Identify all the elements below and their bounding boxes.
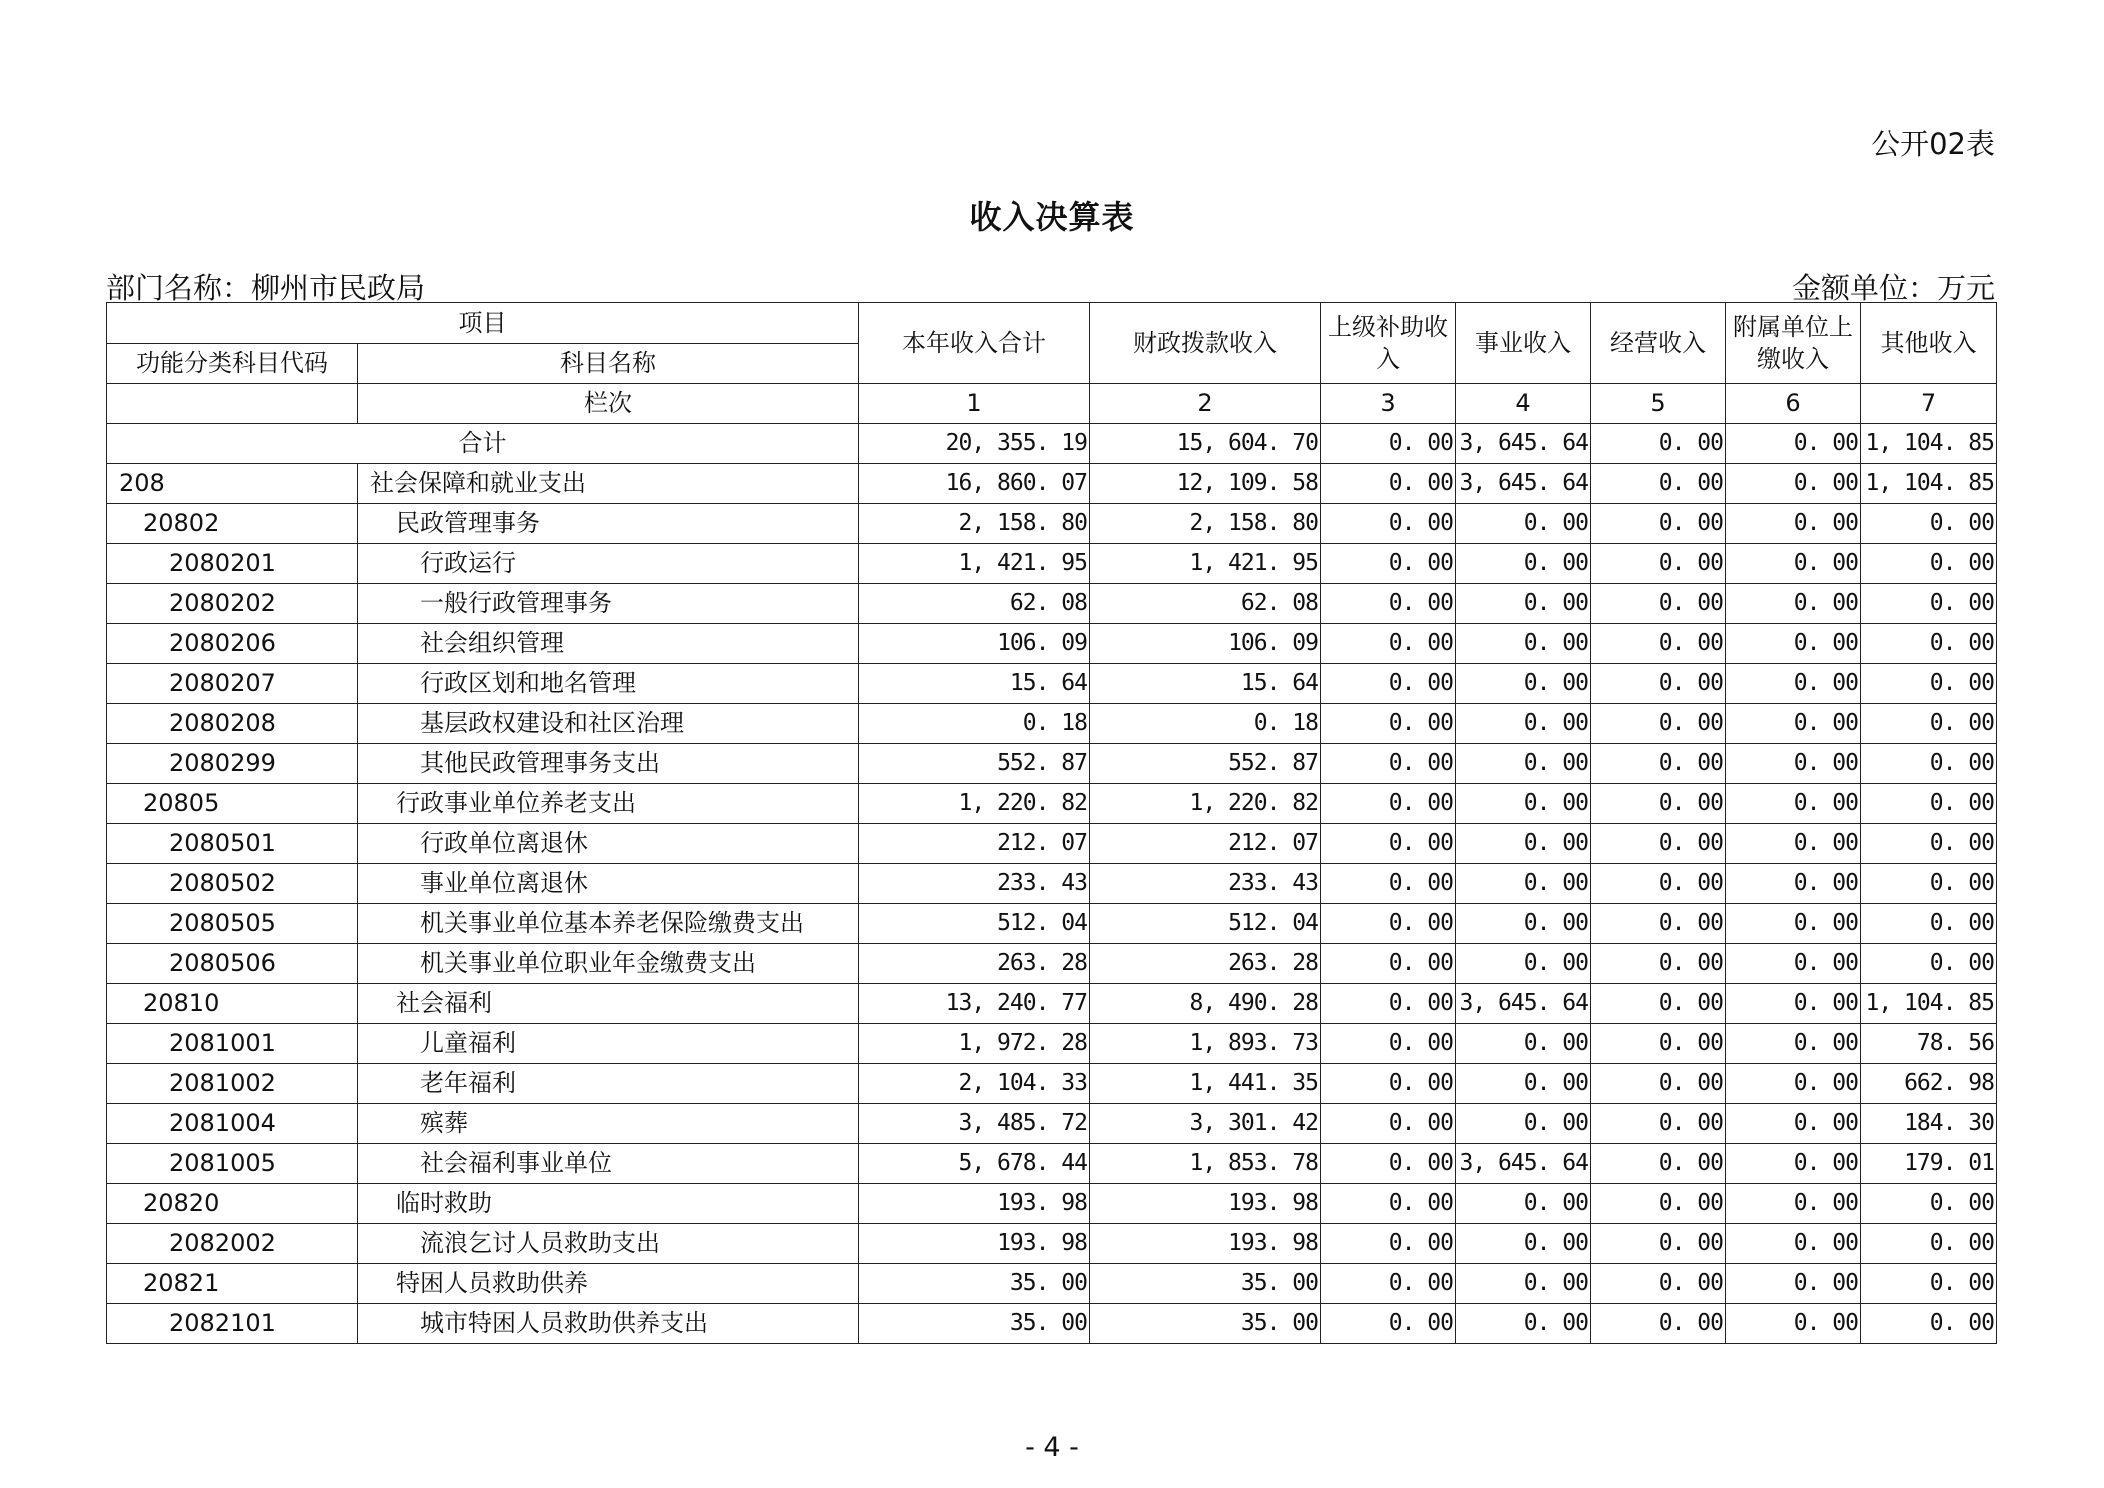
table-row [107, 1064, 1997, 1104]
amount-cell: 0. 00 [1456, 624, 1591, 664]
amount-cell: 263. 28 [1090, 944, 1321, 984]
amount-cell: 0. 00 [1321, 1104, 1456, 1144]
amount-cell: 184. 30 [1861, 1104, 1997, 1144]
amount-cell: 0. 00 [1861, 1184, 1997, 1224]
amount-cell: 552. 87 [859, 744, 1090, 784]
amount-cell: 0. 00 [1456, 664, 1591, 704]
amount-cell: 0. 00 [1861, 944, 1997, 984]
amount-cell: 0. 00 [1321, 1024, 1456, 1064]
subject-name: 一般行政管理事务 [358, 584, 859, 624]
amount-cell: 0. 00 [1321, 704, 1456, 744]
amount-cell: 0. 00 [1591, 544, 1726, 584]
amount-cell: 0. 00 [1726, 824, 1861, 864]
amount-cell: 0. 00 [1321, 464, 1456, 504]
amount-cell: 0. 00 [1861, 904, 1997, 944]
amount-cell: 0. 00 [1726, 464, 1861, 504]
total-value: 20, 355. 19 [859, 424, 1090, 464]
amount-cell: 193. 98 [859, 1224, 1090, 1264]
amount-cell: 1, 972. 28 [859, 1024, 1090, 1064]
subject-code: 2082002 [107, 1224, 358, 1264]
subject-name: 机关事业单位基本养老保险缴费支出 [358, 904, 859, 944]
department-label: 部门名称：柳州市民政局 [106, 271, 426, 305]
amount-cell: 0. 00 [1591, 744, 1726, 784]
amount-cell: 0. 00 [1726, 584, 1861, 624]
amount-cell: 0. 00 [1861, 784, 1997, 824]
amount-cell: 3, 645. 64 [1456, 984, 1591, 1024]
amount-cell: 106. 09 [1090, 624, 1321, 664]
document-title: 收入决算表 [969, 198, 1135, 236]
amount-cell: 0. 00 [1591, 904, 1726, 944]
total-value: 1, 104. 85 [1861, 424, 1997, 464]
subject-code: 2081001 [107, 1024, 358, 1064]
table-row [107, 704, 1997, 744]
table-row [107, 504, 1997, 544]
income-table [106, 302, 1997, 1344]
amount-cell: 0. 00 [1726, 1144, 1861, 1184]
amount-cell: 0. 00 [1591, 784, 1726, 824]
amount-cell: 0. 00 [1861, 544, 1997, 584]
amount-cell: 0. 00 [1726, 704, 1861, 744]
amount-cell: 1, 893. 73 [1090, 1024, 1321, 1064]
amount-cell: 212. 07 [859, 824, 1090, 864]
amount-cell: 0. 00 [1321, 1224, 1456, 1264]
amount-cell: 0. 00 [1726, 664, 1861, 704]
amount-cell: 0. 00 [1456, 784, 1591, 824]
amount-cell: 106. 09 [859, 624, 1090, 664]
amount-cell: 1, 104. 85 [1861, 984, 1997, 1024]
subject-name: 事业单位离退休 [358, 864, 859, 904]
amount-cell: 512. 04 [1090, 904, 1321, 944]
amount-cell: 35. 00 [1090, 1304, 1321, 1344]
amount-cell: 0. 00 [1726, 1264, 1861, 1304]
amount-cell: 0. 00 [1726, 944, 1861, 984]
col-number: 3 [1321, 384, 1456, 424]
subject-code: 2081004 [107, 1104, 358, 1144]
subject-name: 行政运行 [358, 544, 859, 584]
subject-name: 特困人员救助供养 [358, 1264, 859, 1304]
amount-cell: 0. 00 [1456, 944, 1591, 984]
amount-cell: 193. 98 [859, 1184, 1090, 1224]
subject-code: 2082101 [107, 1304, 358, 1344]
amount-cell: 0. 00 [1726, 784, 1861, 824]
header-col-index-label: 栏次 [358, 384, 859, 424]
subject-name: 基层政权建设和社区治理 [358, 704, 859, 744]
table-number: 公开02表 [1871, 127, 1995, 161]
table-row [107, 784, 1997, 824]
subject-code: 2080505 [107, 904, 358, 944]
amount-cell: 0. 00 [1321, 504, 1456, 544]
subject-name: 社会保障和就业支出 [358, 464, 859, 504]
amount-cell: 0. 00 [1726, 624, 1861, 664]
amount-cell: 0. 00 [1726, 1064, 1861, 1104]
table-row [107, 1104, 1997, 1144]
amount-cell: 0. 00 [1861, 584, 1997, 624]
amount-cell: 0. 00 [1591, 1224, 1726, 1264]
table-row [107, 464, 1997, 504]
subject-code: 2081002 [107, 1064, 358, 1104]
subject-code: 2080202 [107, 584, 358, 624]
amount-cell: 0. 00 [1861, 1264, 1997, 1304]
amount-cell: 0. 00 [1456, 1224, 1591, 1264]
total-label: 合计 [107, 424, 859, 464]
amount-cell: 0. 00 [1591, 1144, 1726, 1184]
header-col-operating: 经营收入 [1591, 303, 1726, 384]
amount-cell: 78. 56 [1861, 1024, 1997, 1064]
amount-cell: 0. 00 [1726, 1104, 1861, 1144]
table-row [107, 1184, 1997, 1224]
amount-cell: 512. 04 [859, 904, 1090, 944]
amount-cell: 0. 00 [1861, 744, 1997, 784]
table-row [107, 544, 1997, 584]
amount-cell: 0. 00 [1726, 1304, 1861, 1344]
subject-name: 行政事业单位养老支出 [358, 784, 859, 824]
amount-cell: 0. 00 [1456, 904, 1591, 944]
amount-cell: 0. 00 [1861, 624, 1997, 664]
amount-cell: 233. 43 [859, 864, 1090, 904]
amount-cell: 35. 00 [859, 1304, 1090, 1344]
amount-cell: 0. 00 [1321, 1144, 1456, 1184]
amount-cell: 1, 220. 82 [1090, 784, 1321, 824]
amount-cell: 0. 00 [1321, 1064, 1456, 1104]
amount-cell: 15. 64 [859, 664, 1090, 704]
amount-cell: 0. 00 [1861, 704, 1997, 744]
amount-cell: 0. 00 [1591, 1304, 1726, 1344]
amount-cell: 263. 28 [859, 944, 1090, 984]
subject-code: 2080207 [107, 664, 358, 704]
subject-code: 2080299 [107, 744, 358, 784]
amount-cell: 0. 00 [1726, 1184, 1861, 1224]
amount-cell: 0. 00 [1591, 504, 1726, 544]
amount-cell: 552. 87 [1090, 744, 1321, 784]
amount-cell: 35. 00 [1090, 1264, 1321, 1304]
amount-cell: 0. 00 [1456, 864, 1591, 904]
subject-code: 20820 [107, 1184, 358, 1224]
amount-cell: 2, 158. 80 [1090, 504, 1321, 544]
amount-cell: 0. 00 [1321, 1304, 1456, 1344]
subject-name: 城市特困人员救助供养支出 [358, 1304, 859, 1344]
amount-cell: 193. 98 [1090, 1184, 1321, 1224]
table-row [107, 584, 1997, 624]
amount-cell: 0. 00 [1861, 1224, 1997, 1264]
subject-name: 流浪乞讨人员救助支出 [358, 1224, 859, 1264]
table-row [107, 1264, 1997, 1304]
amount-cell: 0. 00 [1726, 864, 1861, 904]
amount-cell: 0. 00 [1591, 824, 1726, 864]
table-row [107, 1024, 1997, 1064]
amount-cell: 0. 00 [1456, 1104, 1591, 1144]
amount-cell: 0. 00 [1321, 824, 1456, 864]
amount-cell: 0. 00 [1591, 624, 1726, 664]
amount-cell: 12, 109. 58 [1090, 464, 1321, 504]
unit-label: 金额单位：万元 [1791, 271, 1995, 305]
amount-cell: 13, 240. 77 [859, 984, 1090, 1024]
header-col-affiliated: 附属单位上缴收入 [1726, 303, 1861, 384]
amount-cell: 0. 00 [1591, 1024, 1726, 1064]
subject-code: 2080502 [107, 864, 358, 904]
table-row [107, 824, 1997, 864]
amount-cell: 0. 00 [1321, 624, 1456, 664]
total-value: 15, 604. 70 [1090, 424, 1321, 464]
col-number: 4 [1456, 384, 1591, 424]
total-row [107, 424, 1997, 464]
table-row [107, 624, 1997, 664]
amount-cell: 3, 485. 72 [859, 1104, 1090, 1144]
amount-cell: 16, 860. 07 [859, 464, 1090, 504]
amount-cell: 0. 00 [1321, 864, 1456, 904]
amount-cell: 0. 00 [1456, 1304, 1591, 1344]
amount-cell: 0. 00 [1726, 1024, 1861, 1064]
amount-cell: 0. 00 [1726, 744, 1861, 784]
amount-cell: 1, 441. 35 [1090, 1064, 1321, 1104]
amount-cell: 0. 00 [1591, 464, 1726, 504]
subject-name: 民政管理事务 [358, 504, 859, 544]
amount-cell: 2, 158. 80 [859, 504, 1090, 544]
amount-cell: 2, 104. 33 [859, 1064, 1090, 1104]
subject-name: 行政区划和地名管理 [358, 664, 859, 704]
amount-cell: 1, 853. 78 [1090, 1144, 1321, 1184]
table-row [107, 664, 1997, 704]
amount-cell: 0. 00 [1321, 1184, 1456, 1224]
amount-cell: 3, 645. 64 [1456, 464, 1591, 504]
header-code: 功能分类科目代码 [107, 344, 358, 384]
amount-cell: 0. 00 [1591, 944, 1726, 984]
subject-code: 208 [107, 464, 358, 504]
header-col-total: 本年收入合计 [859, 303, 1090, 384]
table-row [107, 744, 1997, 784]
table-row [107, 984, 1997, 1024]
amount-cell: 0. 18 [1090, 704, 1321, 744]
subject-code: 2080208 [107, 704, 358, 744]
amount-cell: 0. 00 [1456, 1264, 1591, 1304]
amount-cell: 3, 645. 64 [1456, 1144, 1591, 1184]
amount-cell: 0. 00 [1726, 544, 1861, 584]
subject-name: 殡葬 [358, 1104, 859, 1144]
amount-cell: 0. 00 [1321, 944, 1456, 984]
amount-cell: 0. 00 [1456, 544, 1591, 584]
amount-cell: 0. 00 [1591, 704, 1726, 744]
amount-cell: 179. 01 [1861, 1144, 1997, 1184]
header-col-fiscal: 财政拨款收入 [1090, 303, 1321, 384]
col-number: 2 [1090, 384, 1321, 424]
amount-cell: 0. 00 [1321, 984, 1456, 1024]
table-row [107, 904, 1997, 944]
amount-cell: 0. 00 [1861, 504, 1997, 544]
amount-cell: 0. 00 [1591, 584, 1726, 624]
subject-code: 2080201 [107, 544, 358, 584]
amount-cell: 0. 00 [1861, 664, 1997, 704]
col-number: 7 [1861, 384, 1997, 424]
subject-name: 社会福利 [358, 984, 859, 1024]
amount-cell: 62. 08 [1090, 584, 1321, 624]
amount-cell: 0. 00 [1726, 904, 1861, 944]
col-number: 5 [1591, 384, 1726, 424]
amount-cell: 0. 00 [1321, 904, 1456, 944]
subject-name: 临时救助 [358, 1184, 859, 1224]
amount-cell: 0. 00 [1456, 1064, 1591, 1104]
amount-cell: 0. 00 [1456, 744, 1591, 784]
amount-cell: 5, 678. 44 [859, 1144, 1090, 1184]
col-number: 6 [1726, 384, 1861, 424]
amount-cell: 0. 00 [1591, 984, 1726, 1024]
subject-code: 20802 [107, 504, 358, 544]
amount-cell: 0. 00 [1321, 584, 1456, 624]
amount-cell: 662. 98 [1861, 1064, 1997, 1104]
amount-cell: 0. 00 [1456, 824, 1591, 864]
amount-cell: 0. 00 [1591, 664, 1726, 704]
amount-cell: 15. 64 [1090, 664, 1321, 704]
subject-code: 20821 [107, 1264, 358, 1304]
subject-name: 行政单位离退休 [358, 824, 859, 864]
table-row [107, 1224, 1997, 1264]
header-name: 科目名称 [358, 344, 859, 384]
amount-cell: 0. 00 [1321, 544, 1456, 584]
subject-code: 2081005 [107, 1144, 358, 1184]
amount-cell: 0. 00 [1591, 1104, 1726, 1144]
amount-cell: 0. 00 [1861, 824, 1997, 864]
amount-cell: 1, 421. 95 [859, 544, 1090, 584]
amount-cell: 0. 00 [1726, 1224, 1861, 1264]
amount-cell: 62. 08 [859, 584, 1090, 624]
amount-cell: 1, 104. 85 [1861, 464, 1997, 504]
amount-cell: 3, 301. 42 [1090, 1104, 1321, 1144]
amount-cell: 1, 421. 95 [1090, 544, 1321, 584]
subject-name: 其他民政管理事务支出 [358, 744, 859, 784]
amount-cell: 0. 00 [1591, 1184, 1726, 1224]
subject-code: 20810 [107, 984, 358, 1024]
table-row [107, 944, 1997, 984]
amount-cell: 212. 07 [1090, 824, 1321, 864]
header-col-business: 事业收入 [1456, 303, 1591, 384]
amount-cell: 0. 00 [1861, 864, 1997, 904]
amount-cell: 233. 43 [1090, 864, 1321, 904]
subject-name: 儿童福利 [358, 1024, 859, 1064]
header-blank-cell [107, 384, 358, 424]
total-value: 3, 645. 64 [1456, 424, 1591, 464]
amount-cell: 0. 00 [1591, 1064, 1726, 1104]
amount-cell: 0. 00 [1726, 504, 1861, 544]
subject-name: 社会福利事业单位 [358, 1144, 859, 1184]
page-number: - 4 - [1025, 1432, 1079, 1463]
amount-cell: 0. 00 [1456, 704, 1591, 744]
amount-cell: 8, 490. 28 [1090, 984, 1321, 1024]
amount-cell: 0. 00 [1726, 984, 1861, 1024]
subject-code: 20805 [107, 784, 358, 824]
amount-cell: 0. 00 [1591, 1264, 1726, 1304]
total-value: 0. 00 [1591, 424, 1726, 464]
table-row [107, 864, 1997, 904]
subject-code: 2080206 [107, 624, 358, 664]
amount-cell: 0. 18 [859, 704, 1090, 744]
total-value: 0. 00 [1321, 424, 1456, 464]
subject-code: 2080506 [107, 944, 358, 984]
amount-cell: 0. 00 [1321, 1264, 1456, 1304]
total-value: 0. 00 [1726, 424, 1861, 464]
table-row [107, 1144, 1997, 1184]
amount-cell: 0. 00 [1456, 1024, 1591, 1064]
col-number: 1 [859, 384, 1090, 424]
subject-name: 机关事业单位职业年金缴费支出 [358, 944, 859, 984]
subject-code: 2080501 [107, 824, 358, 864]
amount-cell: 193. 98 [1090, 1224, 1321, 1264]
header-col-other: 其他收入 [1861, 303, 1997, 384]
amount-cell: 0. 00 [1321, 784, 1456, 824]
amount-cell: 0. 00 [1456, 504, 1591, 544]
header-item: 项目 [107, 303, 859, 344]
amount-cell: 0. 00 [1591, 864, 1726, 904]
amount-cell: 35. 00 [859, 1264, 1090, 1304]
amount-cell: 1, 220. 82 [859, 784, 1090, 824]
table-row [107, 1304, 1997, 1344]
amount-cell: 0. 00 [1456, 1184, 1591, 1224]
amount-cell: 0. 00 [1861, 1304, 1997, 1344]
amount-cell: 0. 00 [1456, 584, 1591, 624]
amount-cell: 0. 00 [1321, 664, 1456, 704]
header-col-superior-subsidy: 上级补助收入 [1321, 303, 1456, 384]
subject-name: 社会组织管理 [358, 624, 859, 664]
subject-name: 老年福利 [358, 1064, 859, 1104]
amount-cell: 0. 00 [1321, 744, 1456, 784]
